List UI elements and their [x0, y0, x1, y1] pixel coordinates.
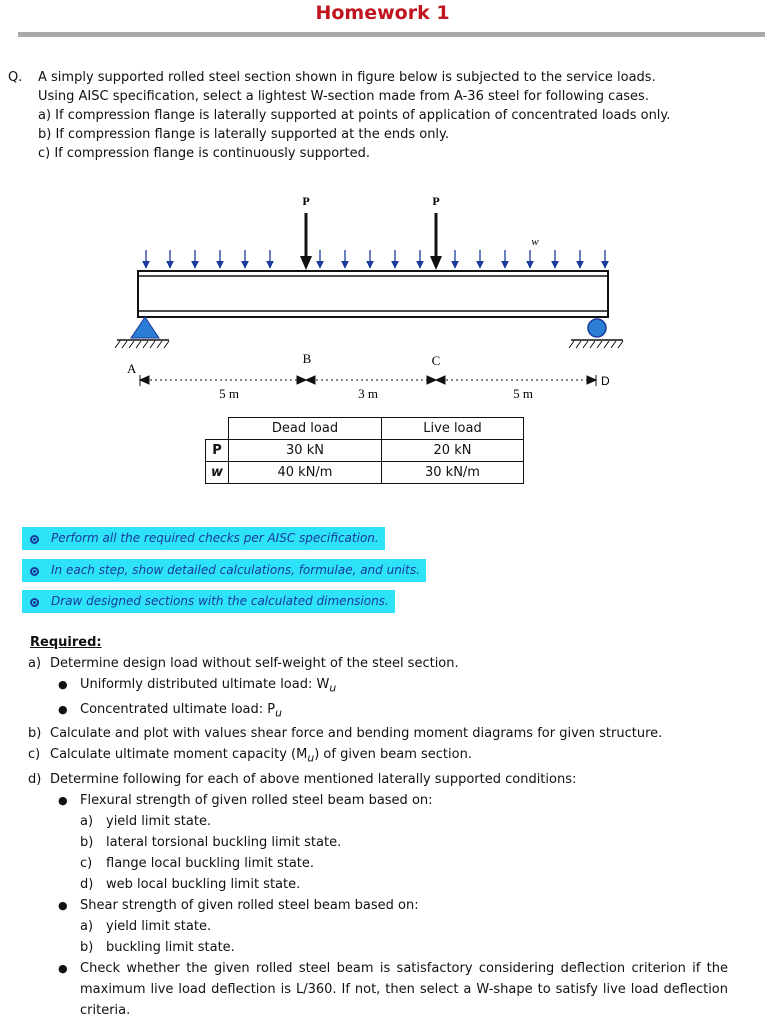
list-item: [8, 916, 758, 937]
list-marker: a): [80, 918, 94, 934]
bullet-icon: ●: [58, 898, 68, 912]
list-item: [8, 874, 758, 895]
case-b: b) If compression flange is laterally supported at the ends only.: [38, 127, 450, 142]
required-heading: Required:: [30, 635, 102, 650]
list-item: [8, 853, 758, 874]
list-text: yield limit state.: [106, 918, 212, 934]
table-header-cell: Live load: [382, 418, 524, 440]
list-item: [8, 790, 758, 811]
distributed-load-arrows: [146, 250, 605, 268]
list-item: [8, 832, 758, 853]
label-d: D: [601, 374, 610, 388]
label-a: A: [127, 361, 137, 376]
bullet-circle-icon: [30, 535, 39, 544]
list-text: Shear strength of given rolled steel beam based on:: [80, 897, 419, 913]
bullet-icon: ●: [58, 678, 68, 691]
table-cell: w: [206, 462, 229, 484]
label-w: w: [531, 236, 539, 248]
list-text: Check whether the given rolled steel beam is satisfactory considering deflection criterion if the maximum live load deflection is L/360. If not, then select a W-shape to satisfy live load deflection criteria.: [80, 960, 728, 1018]
list-marker: c): [28, 747, 41, 763]
list-text: yield limit state.: [106, 813, 212, 829]
label-p-right: P: [432, 194, 440, 208]
list-item: [8, 674, 758, 699]
note-text: Perform all the required checks per AISC specification.: [51, 531, 379, 545]
list-text: Uniformly distributed ultimate load: W: [80, 677, 330, 692]
required-item-d: [8, 769, 758, 790]
question-block: [8, 68, 758, 163]
table-header-row: [206, 418, 524, 440]
list-text: Determine design load without self-weight of the steel section.: [50, 656, 459, 671]
note-highlight: [22, 527, 385, 550]
table-row: [206, 462, 524, 484]
table-cell: P: [206, 440, 229, 462]
title-divider: [18, 32, 765, 37]
required-item-a: [8, 653, 758, 674]
list-text: web local buckling limit state.: [106, 876, 301, 892]
list-text: flange local buckling limit state.: [106, 855, 315, 871]
label-c: C: [431, 353, 441, 368]
span-ab: 5 m: [219, 386, 239, 401]
span-bc: 3 m: [358, 386, 378, 401]
label-b: B: [302, 351, 312, 366]
question-line-2: Using AISC specification, select a lightest W-section made from A-36 steel for following cases.: [38, 89, 649, 104]
dimension-line: [140, 375, 596, 386]
table-row: [206, 440, 524, 462]
list-text: buckling limit state.: [106, 939, 235, 955]
table-cell: 30 kN/m: [382, 462, 524, 484]
table-cell: 40 kN/m: [229, 462, 382, 484]
list-marker: b): [80, 834, 94, 850]
bullet-circle-icon: [30, 567, 39, 576]
bullet-circle-icon: [30, 598, 39, 607]
note-highlight: [22, 559, 426, 582]
list-text: Determine following for each of above mentioned laterally supported conditions:: [50, 771, 577, 787]
list-marker: b): [80, 939, 94, 955]
case-c: c) If compression flange is continuously supported.: [38, 146, 370, 161]
note-highlight: [22, 590, 395, 613]
list-item: [8, 699, 758, 724]
pin-support-a: [115, 317, 169, 348]
span-cd: 5 m: [513, 386, 533, 401]
list-marker: d): [28, 771, 42, 787]
subscript: u: [307, 751, 315, 765]
subscript: u: [329, 681, 337, 695]
list-marker: c): [80, 855, 93, 871]
case-a: a) If compression flange is laterally supported at points of application of concentrated loads only.: [38, 108, 671, 123]
list-text: Calculate ultimate moment capacity (M: [50, 747, 308, 763]
point-load-left: [300, 213, 312, 270]
table-header-cell: [206, 418, 229, 440]
note-text: Draw designed sections with the calculated dimensions.: [51, 594, 389, 608]
required-item-c: [8, 744, 758, 769]
list-marker: d): [80, 876, 94, 892]
question-line-1: A simply supported rolled steel section shown in figure below is subjected to the service loads.: [38, 70, 656, 85]
beam-figure: [0, 185, 765, 415]
bullet-icon: ●: [58, 702, 68, 716]
roller-support-d: [569, 319, 623, 348]
list-text: lateral torsional buckling limit state.: [106, 834, 342, 850]
table-header-cell: Dead load: [229, 418, 382, 440]
required-section: [8, 632, 758, 1021]
bullet-icon: ●: [58, 793, 68, 807]
beam: [138, 271, 608, 317]
list-text: ) of given beam section.: [314, 747, 472, 763]
list-item: [8, 895, 758, 916]
list-marker: a): [80, 813, 94, 829]
note-text: In each step, show detailed calculations, formulae, and units.: [51, 563, 420, 577]
list-item: [8, 958, 758, 1021]
list-item: [8, 811, 758, 832]
point-load-right: [430, 213, 442, 270]
page-title: Homework 1: [315, 2, 450, 24]
list-text: Flexural strength of given rolled steel beam based on:: [80, 792, 433, 808]
bullet-icon: ●: [58, 961, 68, 975]
list-text: Calculate and plot with values shear force and bending moment diagrams for given structure.: [50, 726, 663, 742]
list-marker: a): [28, 656, 42, 671]
label-p-left: P: [302, 194, 310, 208]
load-table: [205, 417, 524, 484]
list-item: [8, 937, 758, 958]
list-marker: b): [28, 726, 42, 742]
required-item-b: [8, 723, 758, 744]
table-cell: 30 kN: [229, 440, 382, 462]
list-text: Concentrated ultimate load: P: [80, 701, 276, 717]
question-label: Q.: [8, 70, 23, 85]
table-cell: 20 kN: [382, 440, 524, 462]
subscript: u: [275, 706, 282, 720]
